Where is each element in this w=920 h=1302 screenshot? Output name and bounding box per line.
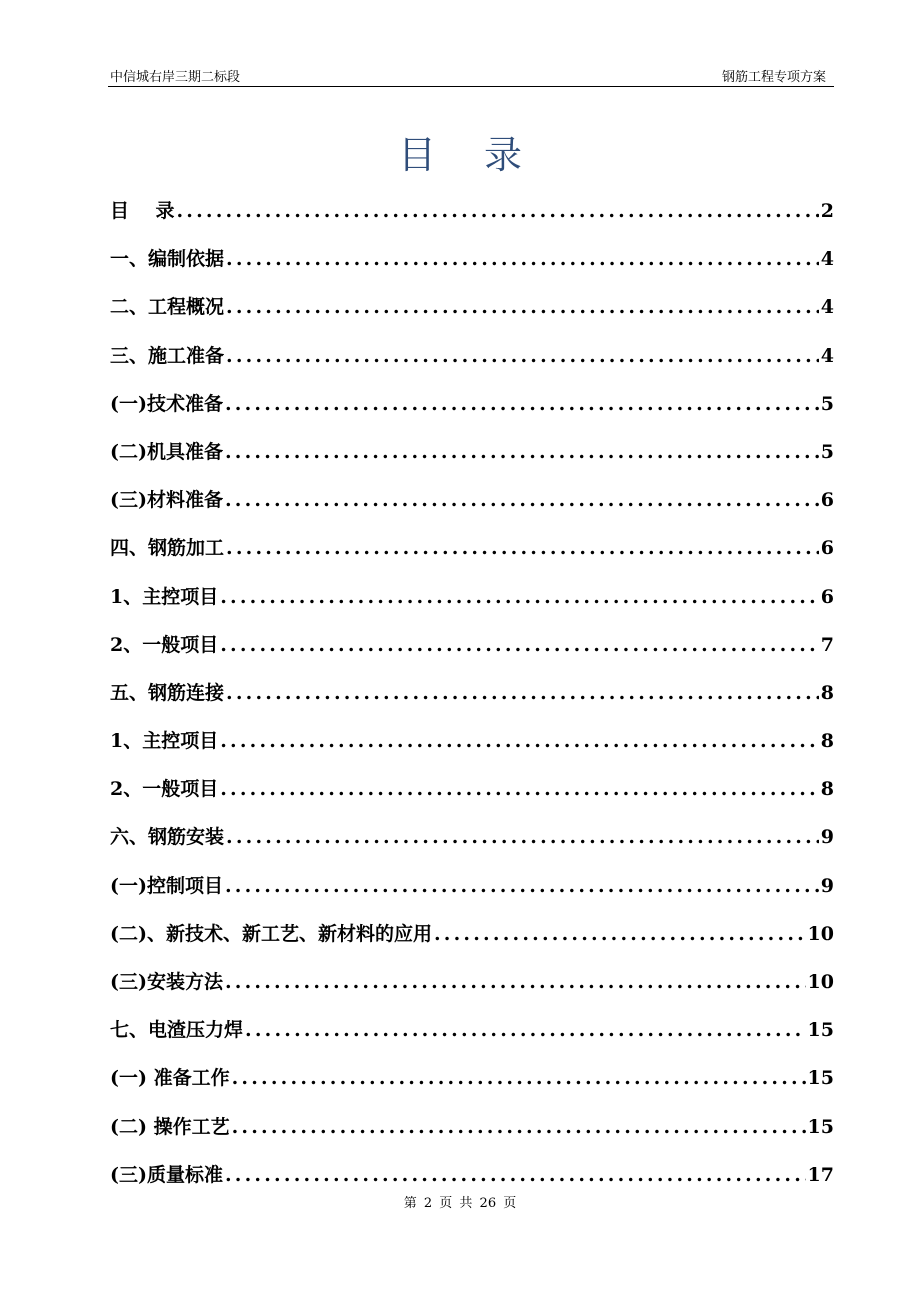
toc-entry-label: 2、一般项目 [110, 633, 219, 656]
toc-entry[interactable] [110, 724, 834, 772]
toc-entry-label: 四、钢筋加工 [110, 537, 225, 560]
toc-entry-label: 目 录 [110, 200, 175, 222]
toc-entry[interactable] [110, 1061, 834, 1109]
toc-entry-label: 二、工程概况 [110, 296, 225, 319]
toc-dot-leader [225, 1158, 806, 1192]
toc-entry-page: 8 [820, 778, 834, 801]
toc-entry-page: 8 [820, 681, 834, 704]
toc-entry-page: 6 [820, 489, 834, 512]
toc-entry-page: 10 [807, 922, 834, 945]
table-of-contents [110, 194, 834, 1206]
toc-entry-label: 五、钢筋连接 [110, 681, 225, 704]
toc-dot-leader [220, 724, 819, 758]
toc-entry-label: (一)技术准备 [110, 392, 223, 415]
toc-dot-leader [225, 483, 819, 517]
toc-entry-page: 5 [820, 440, 834, 463]
toc-entry[interactable] [110, 676, 834, 724]
toc-entry-label: (二)、新技术、新工艺、新材料的应用 [110, 922, 432, 945]
page-header [108, 66, 834, 87]
toc-entry-page: 4 [820, 296, 834, 319]
toc-entry-page: 6 [820, 537, 834, 560]
toc-entry-page: 7 [820, 633, 834, 656]
toc-dot-leader [225, 387, 819, 421]
header-document-title: 钢筋工程专项方案 [721, 70, 826, 85]
toc-entry-label: 三、施工准备 [110, 344, 225, 367]
toc-dot-leader [226, 676, 819, 710]
toc-entry-label: (三)安装方法 [110, 971, 223, 993]
toc-entry[interactable] [110, 435, 834, 483]
toc-entry[interactable] [110, 339, 834, 387]
toc-entry[interactable] [110, 242, 834, 290]
toc-entry-label: (二) 操作工艺 [110, 1115, 230, 1138]
toc-entry-page: 10 [807, 971, 834, 993]
toc-entry[interactable] [110, 483, 834, 531]
page-footer: 第 2 页 共 26 页 [403, 1196, 517, 1211]
toc-entry[interactable] [110, 965, 834, 1013]
toc-entry[interactable] [110, 772, 834, 820]
toc-entry[interactable] [110, 917, 834, 965]
toc-dot-leader [434, 917, 806, 951]
toc-entry-page: 15 [807, 1067, 834, 1090]
toc-entry-page: 2 [820, 200, 834, 222]
toc-entry-page: 4 [820, 248, 834, 271]
toc-dot-leader [225, 965, 806, 999]
toc-entry[interactable] [110, 580, 834, 628]
toc-dot-leader [220, 628, 819, 662]
toc-entry[interactable] [110, 1110, 834, 1158]
toc-entry[interactable] [110, 1013, 834, 1061]
toc-entry-page: 15 [807, 1115, 834, 1138]
toc-entry[interactable] [110, 869, 834, 917]
toc-entry[interactable] [110, 628, 834, 676]
toc-dot-leader [226, 290, 819, 324]
toc-entry-label: 2、一般项目 [110, 778, 219, 801]
toc-dot-leader [226, 531, 819, 565]
toc-entry[interactable] [110, 820, 834, 868]
toc-entry[interactable] [110, 290, 834, 338]
toc-entry-label: (三)质量标准 [110, 1163, 223, 1186]
toc-entry-page: 5 [820, 392, 834, 415]
toc-entry-label: (一) 准备工作 [110, 1067, 230, 1090]
toc-entry-label: 七、电渣压力焊 [110, 1019, 244, 1042]
page-title: 目录 [397, 133, 570, 177]
toc-entry[interactable] [110, 194, 834, 242]
toc-dot-leader [232, 1061, 806, 1095]
header-project-name: 中信城右岸三期二标段 [110, 70, 241, 85]
toc-entry-page: 9 [820, 826, 834, 849]
toc-dot-leader [226, 242, 819, 276]
toc-entry-page: 6 [820, 585, 834, 608]
toc-entry-label: (一)控制项目 [110, 874, 223, 897]
toc-dot-leader [226, 339, 819, 373]
toc-entry-label: 一、编制依据 [110, 248, 225, 271]
toc-entry-label: (二)机具准备 [110, 440, 223, 463]
toc-entry-page: 15 [807, 1019, 834, 1042]
toc-dot-leader [225, 435, 819, 469]
toc-dot-leader [220, 772, 819, 806]
toc-entry[interactable] [110, 531, 834, 579]
toc-dot-leader [225, 869, 819, 903]
toc-entry-label: (三)材料准备 [110, 489, 223, 512]
toc-entry-page: 9 [820, 874, 834, 897]
toc-dot-leader [220, 580, 819, 614]
toc-entry-page: 17 [807, 1163, 834, 1186]
toc-entry-label: 1、主控项目 [110, 585, 219, 608]
toc-dot-leader [226, 820, 819, 854]
toc-entry-label: 六、钢筋安装 [110, 826, 225, 849]
toc-dot-leader [232, 1110, 806, 1144]
toc-entry-page: 8 [820, 730, 834, 753]
toc-entry-page: 4 [820, 344, 834, 367]
toc-dot-leader [176, 194, 818, 228]
toc-dot-leader [245, 1013, 806, 1047]
toc-entry-label: 1、主控项目 [110, 730, 219, 753]
toc-entry[interactable] [110, 387, 834, 435]
